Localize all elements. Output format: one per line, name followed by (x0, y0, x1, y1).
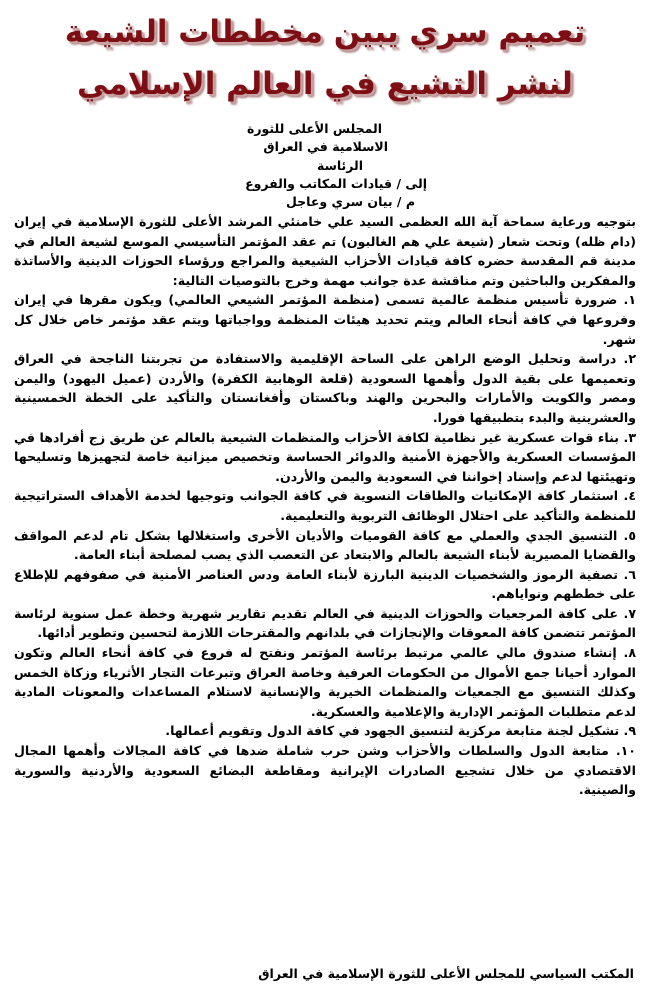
intro-paragraph: بتوجيه ورعاية سماحة آية الله العظمى السيد علي خامنئي المرشد الأعلى للثورة الإسلامية في إيران (دام ظله) وتحت شعار (شيعة علي هم الغالبون) تم عقد المؤتمر التأسيسي الموسع لشيعة العالم في مدينة قم المقدسة حضره كافة قيادات الأحزاب الشيعية والمراجع ورؤساء الحوزات الدينية والأساتذة والمفكرين والباحثين وتم مناقشة عدة جوانب مهمة وخرج بالتوصيات التالية: (14, 214, 636, 288)
header-recipient: إلى / قيادات المكاتب والفروع (245, 175, 427, 191)
list-item: ٤. استثمار كافة الإمكانيات والطاقات النسوية في كافة الجوانب وتوجيها لخدمة الأهداف الستراتيجية للمنظمة والتأكيد على احتلال الوظائف التربوية والتعليمية. (14, 488, 636, 523)
list-item: ١. ضرورة تأسيس منظمة عالمية تسمى (منظمة المؤتمر الشيعي العالمي) ويكون مقرها في إيران وفروعها في كافة أنحاء العالم ويتم تحديد هيئات المنظمة وواجباتها ويتم عقد مؤتمر خاص خلال كل شهر. (14, 292, 636, 347)
letter-signature: المكتب السياسي للمجلس الأعلى للثورة الإسلامية في العراق (258, 966, 634, 981)
list-item: ١٠. متابعة الدول والسلطات والأحزاب وشن حرب شاملة ضدها في كافة المجالات وأهمها المجال الاقتصادي من خلال تشجيع الصادرات الإيرانية ومقاطعة البضائع السعودية والأردنية والسورية والصينية. (14, 743, 636, 798)
list-item: ٦. تصفية الرموز والشخصيات الدينية البارزة لأبناء العامة ودس العناصر الأمنية في صفوفهم للإطلاع على خططهم ونواياهم. (14, 566, 636, 602)
list-item: ٧. على كافة المرجعيات والحوزات الدينية في العالم تقديم تقارير شهرية وخطة عمل سنوية لرئاسة المؤتمر تتضمن كافة المعوقات والإنجازات في بلدانهم والمقترحات اللازمة لتحسين وتطوير أدائها. (14, 605, 636, 641)
document-title-line-2: لنشر التشيع في العالم الإسلامي (77, 66, 573, 102)
header-presidency: الرئاسة (316, 157, 363, 173)
header-subject: م / بيان سري وعاجل (286, 194, 415, 210)
list-item: ٢. دراسة وتحليل الوضع الراهن على الساحة الإقليمية والاستفادة من تجربتنا الناجحة في العراق وتعميمها على بقية الدول وأهمها السعودية (قلعة الوهابية الكفرة) والأردن (عميل اليهود) واليمن ومصر والكويت والأمارات والبحرين والهند وباكستان وأفغانستان والتأكيد على الخطة الخمسينية والعشرينية والبدء بتطبيقها فورا. (14, 351, 636, 425)
list-item: ٣. بناء قوات عسكرية غير نظامية لكافة الأحزاب والمنظمات الشيعية بالعالم عن طريق زج أفرادها في المؤسسات العسكرية والأجهزة الأمنية والدوائر الحساسة وتخصيص ميزانية خاصة لتجهيزها وتسليحها وتهيئتها لدعم وإسناد إخواننا في السعودية واليمن والأردن. (14, 429, 636, 484)
document-title-line-1: تعميم سري يبين مخططات الشيعة (64, 14, 586, 50)
letter-header (0, 120, 650, 211)
header-council-iraq: الاسلامية في العراق (263, 139, 388, 155)
list-item: ٩. تشكيل لجنة متابعة مركزية لتنسيق الجهود في كافة الدول وتقويم أعمالها. (165, 723, 636, 739)
list-item: ٥. التنسيق الجدي والعملي مع كافة القوميات والأديان الأخرى واستغلالها بشكل تام لدعم المواقف والقضايا المصيرية لأبناء الشيعة بالعالم والابتعاد عن التعصب الذي يصب لمصلحة أبناء العامة. (14, 527, 636, 563)
list-item: ٨. إنشاء صندوق مالي عالمي مرتبط برئاسة المؤتمر ونفتح له فروع في كافة أنحاء العالم وتكون الموارد أحيانا جمع الأموال من الحكومات العرفية وخاصة العراق وتبرعات التجار الأثرياء وزكاة الخمس وكذلك التنسيق مع الجمعيات والمنظمات الخيرية والإنسانية لاستلام المساعدات والمعونات المادية لدعم متطلبات المؤتمر الإدارية والإعلامية والعسكرية. (14, 645, 636, 719)
header-council: المجلس الأعلى للثورة (246, 121, 382, 136)
letter-body (14, 212, 636, 800)
